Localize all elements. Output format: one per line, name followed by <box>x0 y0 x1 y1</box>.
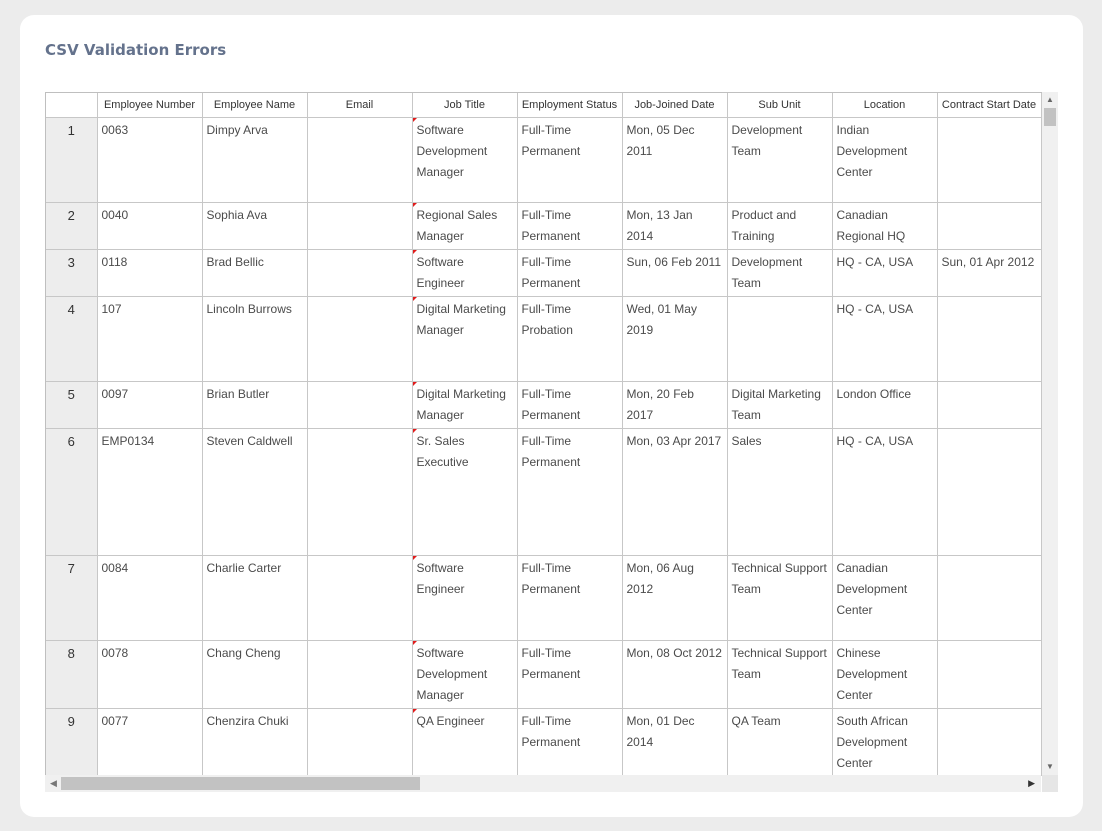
cell-employee-number[interactable]: 0063 <box>97 118 202 203</box>
cell-employment-status[interactable]: Full-Time Permanent <box>517 250 622 297</box>
cell-job-title[interactable]: Digital Marketing Manager <box>412 297 517 382</box>
cell-employee-number[interactable]: 0078 <box>97 641 202 709</box>
vertical-scroll-thumb[interactable] <box>1044 108 1056 126</box>
cell-employee-name[interactable]: Lincoln Burrows <box>202 297 307 382</box>
cell-location[interactable]: South African Development Center <box>832 709 937 777</box>
cell-employee-name[interactable]: Sophia Ava <box>202 203 307 250</box>
cell-job-title[interactable]: Digital Marketing Manager <box>412 382 517 429</box>
cell-email[interactable] <box>307 556 412 641</box>
cell-sub-unit[interactable]: Development Team <box>727 250 832 297</box>
cell-location[interactable]: Chinese Development Center <box>832 641 937 709</box>
cell-location[interactable]: Canadian Regional HQ <box>832 203 937 250</box>
corner-header <box>46 93 97 118</box>
cell-joined-date[interactable]: Mon, 01 Dec 2014 <box>622 709 727 777</box>
cell-contract-start[interactable] <box>937 429 1041 556</box>
row-number: 8 <box>46 641 97 709</box>
cell-joined-date[interactable]: Mon, 20 Feb 2017 <box>622 382 727 429</box>
row-number: 2 <box>46 203 97 250</box>
cell-employee-name[interactable]: Chang Cheng <box>202 641 307 709</box>
cell-job-title[interactable]: Sr. Sales Executive <box>412 429 517 556</box>
table-row <box>46 641 1041 709</box>
cell-sub-unit[interactable]: QA Team <box>727 709 832 777</box>
column-header[interactable]: Sub Unit <box>727 93 832 118</box>
cell-employment-status[interactable]: Full-Time Permanent <box>517 203 622 250</box>
cell-employment-status[interactable]: Full-Time Probation <box>517 297 622 382</box>
row-number: 7 <box>46 556 97 641</box>
cell-location[interactable]: HQ - CA, USA <box>832 429 937 556</box>
error-table <box>46 93 1042 776</box>
cell-job-title[interactable]: Software Development Manager <box>412 641 517 709</box>
cell-email[interactable] <box>307 297 412 382</box>
cell-employment-status[interactable]: Full-Time Permanent <box>517 429 622 556</box>
cell-joined-date[interactable]: Mon, 08 Oct 2012 <box>622 641 727 709</box>
column-header[interactable]: Employment Status <box>517 93 622 118</box>
cell-location[interactable]: Canadian Development Center <box>832 556 937 641</box>
table-row <box>46 556 1041 641</box>
cell-contract-start[interactable]: Sun, 01 Apr 2012 <box>937 250 1041 297</box>
column-header[interactable]: Job Title <box>412 93 517 118</box>
cell-employee-name[interactable]: Brad Bellic <box>202 250 307 297</box>
cell-email[interactable] <box>307 382 412 429</box>
scroll-down-icon[interactable]: ▼ <box>1046 762 1054 771</box>
cell-employee-name[interactable]: Dimpy Arva <box>202 118 307 203</box>
cell-sub-unit[interactable]: Technical Support Team <box>727 556 832 641</box>
cell-contract-start[interactable] <box>937 709 1041 777</box>
cell-job-title[interactable]: QA Engineer <box>412 709 517 777</box>
table-row <box>46 382 1041 429</box>
cell-contract-start[interactable] <box>937 297 1041 382</box>
cell-sub-unit[interactable]: Digital Marketing Team <box>727 382 832 429</box>
page-title: CSV Validation Errors <box>45 41 227 59</box>
column-header[interactable]: Job-Joined Date <box>622 93 727 118</box>
header-row <box>46 93 1041 118</box>
cell-contract-start[interactable] <box>937 641 1041 709</box>
cell-job-title[interactable]: Software Engineer <box>412 250 517 297</box>
cell-joined-date[interactable]: Mon, 06 Aug 2012 <box>622 556 727 641</box>
cell-joined-date[interactable]: Wed, 01 May 2019 <box>622 297 727 382</box>
row-number: 3 <box>46 250 97 297</box>
cell-employee-number[interactable]: 0118 <box>97 250 202 297</box>
cell-email[interactable] <box>307 641 412 709</box>
cell-contract-start[interactable] <box>937 203 1041 250</box>
cell-employment-status[interactable]: Full-Time Permanent <box>517 556 622 641</box>
row-number: 9 <box>46 709 97 777</box>
cell-location[interactable]: HQ - CA, USA <box>832 250 937 297</box>
cell-sub-unit[interactable]: Development Team <box>727 118 832 203</box>
vertical-scrollbar[interactable] <box>1042 92 1058 775</box>
column-header[interactable]: Contract Start Date <box>937 93 1041 118</box>
cell-employment-status[interactable]: Full-Time Permanent <box>517 118 622 203</box>
cell-sub-unit[interactable] <box>727 297 832 382</box>
cell-employment-status[interactable]: Full-Time Permanent <box>517 382 622 429</box>
cell-employee-number[interactable]: 0084 <box>97 556 202 641</box>
cell-job-title[interactable]: Software Engineer <box>412 556 517 641</box>
cell-employee-name[interactable]: Charlie Carter <box>202 556 307 641</box>
cell-joined-date[interactable]: Mon, 03 Apr 2017 <box>622 429 727 556</box>
cell-contract-start[interactable] <box>937 556 1041 641</box>
cell-sub-unit[interactable]: Product and Training <box>727 203 832 250</box>
column-header[interactable]: Employee Number <box>97 93 202 118</box>
horizontal-scroll-thumb[interactable] <box>61 777 420 790</box>
scroll-up-icon[interactable]: ▲ <box>1046 95 1054 104</box>
cell-joined-date[interactable]: Mon, 05 Dec 2011 <box>622 118 727 203</box>
cell-employee-number[interactable]: 0077 <box>97 709 202 777</box>
cell-employee-name[interactable]: Brian Butler <box>202 382 307 429</box>
table-row <box>46 203 1041 250</box>
column-header[interactable]: Employee Name <box>202 93 307 118</box>
error-grid[interactable] <box>45 92 1042 776</box>
row-number: 1 <box>46 118 97 203</box>
cell-sub-unit[interactable]: Sales <box>727 429 832 556</box>
cell-employee-number[interactable]: 0040 <box>97 203 202 250</box>
validation-card <box>20 15 1083 817</box>
cell-location[interactable]: London Office <box>832 382 937 429</box>
table-row <box>46 709 1041 777</box>
cell-email[interactable] <box>307 250 412 297</box>
row-number: 5 <box>46 382 97 429</box>
table-row <box>46 250 1041 297</box>
cell-employment-status[interactable]: Full-Time Permanent <box>517 709 622 777</box>
cell-joined-date[interactable]: Sun, 06 Feb 2011 <box>622 250 727 297</box>
horizontal-scrollbar[interactable] <box>45 775 1041 792</box>
cell-employment-status[interactable]: Full-Time Permanent <box>517 641 622 709</box>
scrollbar-corner <box>1042 775 1058 792</box>
row-number: 4 <box>46 297 97 382</box>
cell-location[interactable]: HQ - CA, USA <box>832 297 937 382</box>
table-row <box>46 429 1041 556</box>
table-row <box>46 297 1041 382</box>
cell-employee-number[interactable]: EMP0134 <box>97 429 202 556</box>
cell-job-title[interactable]: Regional Sales Manager <box>412 203 517 250</box>
scroll-left-icon[interactable]: ◀ <box>50 778 57 788</box>
cell-sub-unit[interactable]: Technical Support Team <box>727 641 832 709</box>
cell-employee-number[interactable]: 107 <box>97 297 202 382</box>
cell-email[interactable] <box>307 203 412 250</box>
cell-email[interactable] <box>307 118 412 203</box>
table-row <box>46 118 1041 203</box>
cell-job-title[interactable]: Software Development Manager <box>412 118 517 203</box>
cell-email[interactable] <box>307 429 412 556</box>
cell-employee-number[interactable]: 0097 <box>97 382 202 429</box>
cell-location[interactable]: Indian Development Center <box>832 118 937 203</box>
cell-contract-start[interactable] <box>937 382 1041 429</box>
cell-employee-name[interactable]: Steven Caldwell <box>202 429 307 556</box>
cell-joined-date[interactable]: Mon, 13 Jan 2014 <box>622 203 727 250</box>
column-header[interactable]: Location <box>832 93 937 118</box>
cell-contract-start[interactable] <box>937 118 1041 203</box>
cell-email[interactable] <box>307 709 412 777</box>
column-header[interactable]: Email <box>307 93 412 118</box>
scroll-right-icon[interactable]: ▶ <box>1028 778 1035 788</box>
row-number: 6 <box>46 429 97 556</box>
cell-employee-name[interactable]: Chenzira Chuki <box>202 709 307 777</box>
